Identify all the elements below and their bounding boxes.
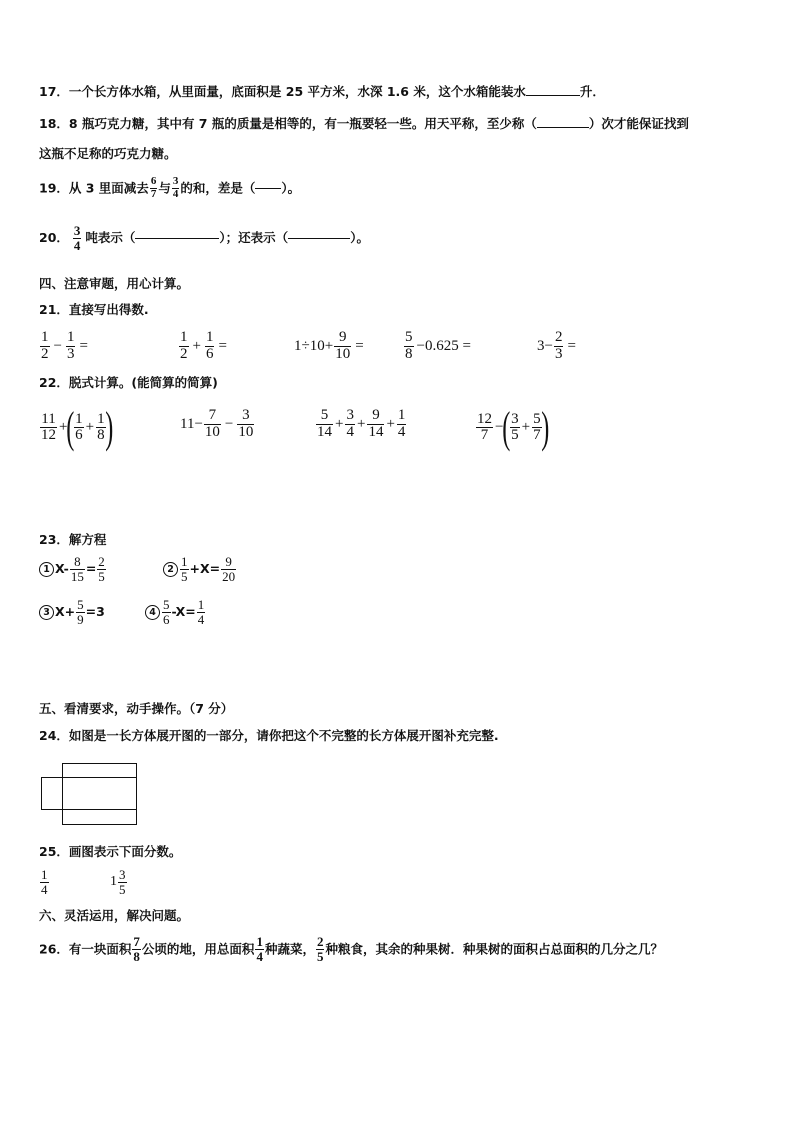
section-heading-4: 四、注意审题，用心计算。	[39, 276, 190, 291]
fraction: $\frac{3}{4}$	[346, 407, 354, 440]
fraction: $\frac{1}{4}$	[197, 597, 205, 627]
expression: $\frac{12}{7}$ −( $\frac{3}{5}$ + $\frac{5}{7}$ )	[477, 403, 549, 452]
question-text: 从 3 里面减去	[68, 180, 149, 196]
fraction: $\frac{1}{6}$	[75, 410, 83, 444]
fraction: $\frac{12}{7}$	[477, 410, 492, 444]
question-17	[39, 86, 605, 99]
expression: $\frac{11}{12}$ +( $\frac{1}{6}$ + $\frac{1}{8}$ )	[41, 403, 113, 452]
answer-blank[interactable]	[135, 238, 219, 239]
fraction: $\frac{1}{2}$	[41, 329, 49, 362]
fraction: $\frac{2}{3}$	[554, 329, 563, 362]
fraction: $\frac{3}{5}$	[119, 867, 126, 897]
answer-blank[interactable]	[537, 127, 589, 128]
question-19	[39, 176, 300, 200]
fraction: $\frac{1}{4}$	[41, 867, 48, 897]
fraction: $\frac{2}{5}$	[98, 554, 105, 584]
equation-4: 4 $\frac{5}{6}$ -X= $\frac{1}{4}$	[145, 598, 206, 626]
question-text: 吨表示（	[85, 229, 136, 245]
section-heading-6: 六、灵活运用，解决问题。	[39, 908, 190, 923]
fraction: $\frac{2}{5}$	[316, 934, 324, 964]
question-21-title: 21．直接写出得数.	[39, 302, 149, 317]
fraction: $\frac{1}{4}$	[256, 934, 263, 964]
question-text-tail: ）。	[350, 229, 369, 245]
fraction: $\frac{3}{10}$	[238, 407, 254, 440]
question-20	[39, 224, 369, 252]
fraction-one-quarter	[39, 868, 50, 896]
fraction: $\frac{1}{5}$	[181, 554, 188, 584]
expression: $\frac{1}{2}$ + $\frac{1}{6}$ =	[180, 329, 227, 362]
fraction: $\frac{1}{8}$	[97, 410, 105, 444]
expression: $\frac{1}{2}$ − $\frac{1}{3}$ =	[41, 329, 88, 362]
question-text-tail: 升．	[579, 84, 605, 99]
question-number: 17．	[39, 84, 69, 99]
circled-number-icon: 4	[145, 605, 160, 620]
section-heading-5: 五、看清要求，动手操作。（7 分）	[39, 701, 234, 716]
fraction: $\frac{1}{2}$	[180, 329, 188, 362]
question-26: 26．有一块面积 $\frac{7}{8}$ 公顷的地，用总面积 $\frac{1}{4}$ 种蔬菜， $\frac{2}{5}$ 种粮食，其余的种果树．种果树的面积占总面积的几分之几？	[39, 934, 663, 964]
question-22-title: 22．脱式计算。(能简算的简算)	[39, 375, 218, 390]
expression: 11− $\frac{7}{10}$ − $\frac{3}{10}$	[180, 407, 254, 440]
fraction: $\frac{7}{10}$	[204, 407, 220, 440]
fraction: $\frac{11}{12}$	[41, 410, 56, 444]
fraction: $\frac{3}{5}$	[511, 410, 519, 444]
question-text: 一个长方体水箱，从里面量，底面积是 25 平方米，水深 1.6 米，这个水箱能装水	[68, 84, 526, 99]
question-number: 19．	[39, 180, 69, 196]
fraction: $\frac{5}{8}$	[405, 329, 413, 362]
mixed-number: 1 $\frac{3}{5}$	[110, 867, 126, 897]
answer-blank[interactable]	[255, 188, 281, 189]
fraction: $\frac{9}{20}$	[222, 554, 236, 584]
circled-number-icon: 3	[39, 605, 54, 620]
expression: $\frac{5}{8}$ −0.625 =	[405, 329, 471, 362]
fraction: $\frac{9}{10}$	[335, 329, 351, 362]
fraction: $\frac{5}{14}$	[317, 407, 332, 440]
fraction: $\frac{9}{14}$	[368, 407, 384, 440]
question-number: 20．	[39, 229, 69, 245]
question-text-tail: ）。	[281, 180, 301, 196]
question-text: 的和，差是（	[180, 180, 256, 196]
fraction: $\frac{6}{7}$	[150, 175, 157, 200]
question-18-line2: 这瓶不足称的巧克力糖。	[39, 146, 177, 161]
question-text: 与	[158, 180, 171, 196]
question-24: 24．如图是一长方体展开图的一部分，请你把这个不完整的长方体展开图补充完整.	[39, 728, 499, 743]
fraction: $\frac{1}{4}$	[397, 407, 406, 440]
expression: $\frac{5}{14}$ + $\frac{3}{4}$ + $\frac{9}{14}$ + $\frac{1}{4}$	[317, 407, 406, 440]
fraction: $\frac{1}{6}$	[205, 329, 214, 362]
fraction: $\frac{3}{4}$	[73, 223, 81, 253]
question-25: 25．画图表示下面分数。	[39, 844, 182, 859]
question-18	[39, 118, 689, 131]
fraction: $\frac{3}{4}$	[172, 175, 179, 200]
circled-number-icon: 1	[39, 562, 54, 577]
question-text-tail: ）次才能保证找到	[588, 116, 689, 131]
partial-cuboid-net-diagram	[38, 760, 140, 828]
expression: 1÷10+ $\frac{9}{10}$ =	[294, 329, 364, 362]
question-23-title: 23．解方程	[39, 532, 107, 547]
fraction: $\frac{5}{7}$	[533, 410, 541, 444]
equation-1: 1 X- $\frac{8}{15}$ = $\frac{2}{5}$	[39, 555, 107, 583]
fraction: $\frac{5}{9}$	[77, 597, 84, 627]
equation-2: 2 $\frac{1}{5}$ +X= $\frac{9}{20}$	[163, 555, 237, 583]
fraction: $\frac{7}{8}$	[133, 934, 140, 964]
expression: 3− $\frac{2}{3}$ =	[537, 329, 576, 362]
circled-number-icon: 2	[163, 562, 178, 577]
equation-3: 3 X+ $\frac{5}{9}$ =3	[39, 598, 105, 626]
fraction: $\frac{5}{6}$	[163, 597, 170, 627]
question-text: 8 瓶巧克力糖，其中有 7 瓶的质量是相等的，有一瓶要轻一些。用天平称，至少称（	[68, 116, 537, 131]
fraction: $\frac{1}{3}$	[66, 329, 75, 362]
question-number: 18．	[39, 116, 69, 131]
answer-blank[interactable]	[526, 95, 580, 96]
answer-blank[interactable]	[288, 238, 350, 239]
question-text: ）；还表示（	[219, 229, 289, 245]
fraction: $\frac{8}{15}$	[70, 554, 84, 584]
